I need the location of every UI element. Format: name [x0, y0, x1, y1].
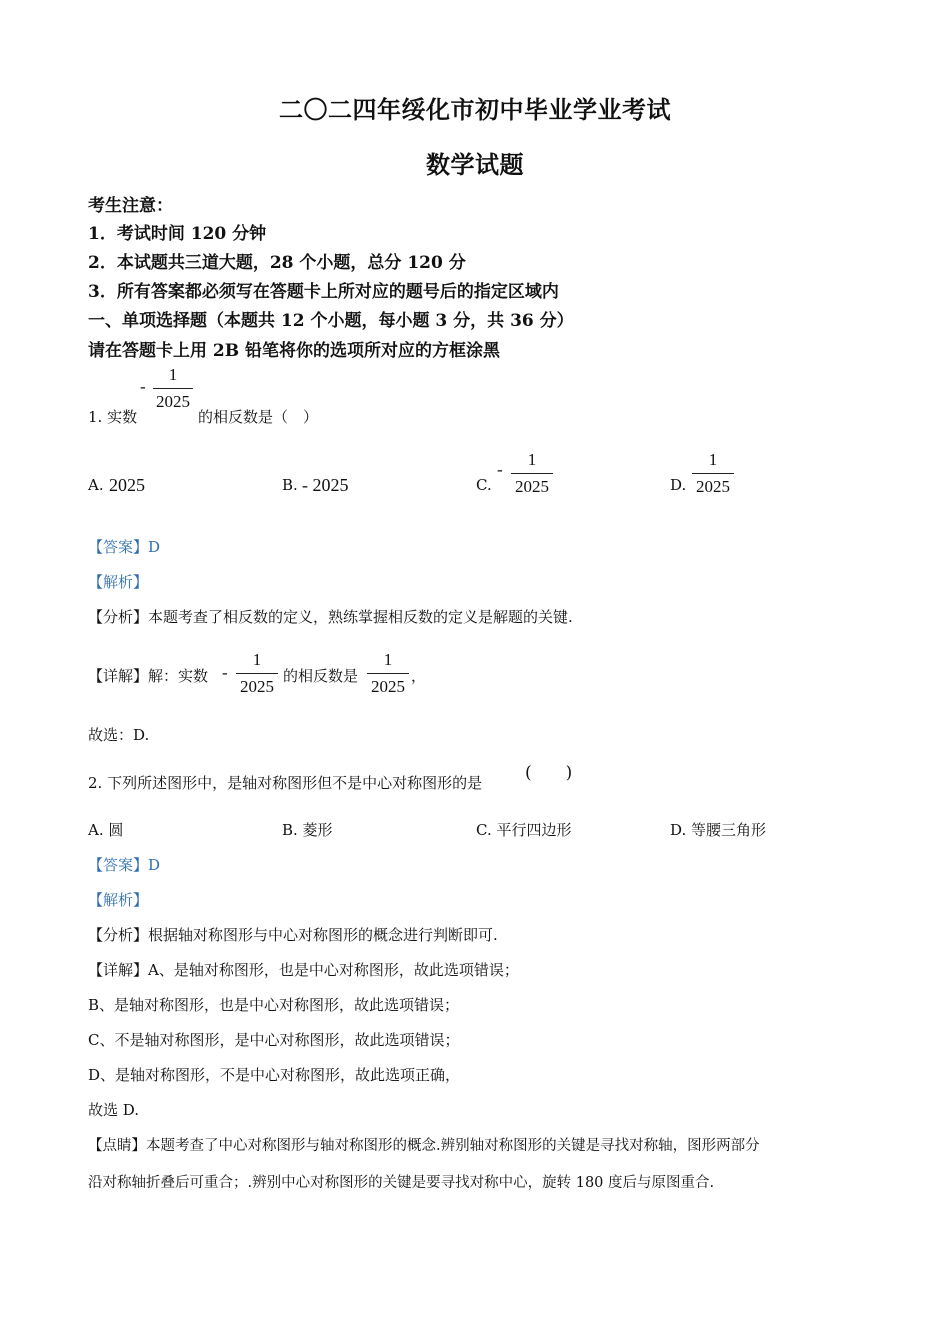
fraction-numerator: 1 [252, 650, 262, 669]
q2-analysis-tag: 【解析】 [88, 891, 149, 909]
q1-option-b-value: - 2025 [302, 475, 349, 495]
q2-comment-line: 【点睛】本题考查了中心对称图形与轴对称图形的概念.辨别轴对称图形的关键是寻找对称轴，图形两部分 [88, 1138, 760, 1154]
q1-option-a-label: A. [88, 476, 104, 494]
notice-item: 1．考试时间 120 分钟 [88, 224, 267, 244]
q1-fraction [153, 364, 193, 413]
q1-minus-sign: - [140, 377, 146, 396]
q1-detail-mid: 的相反数是 [283, 667, 359, 685]
fraction-denominator: 2025 [240, 677, 274, 696]
notice-item: 2．本试题共三道大题，28 个小题，总分 120 分 [88, 253, 466, 273]
q2-analysis: 【分析】根据轴对称图形与中心对称图形的概念进行判断即可. [88, 926, 498, 944]
fraction-bar [367, 673, 409, 674]
q1-option-c-label: C. [476, 476, 492, 494]
q1-option-c-minus: - [497, 460, 503, 479]
q1-detail-fraction-1 [236, 649, 278, 698]
fraction-bar [236, 673, 278, 674]
q2-answer [88, 854, 160, 875]
q2-option-c: C. 平行四边形 [476, 821, 572, 839]
q1-option-b-label: B. [282, 476, 298, 494]
q2-detail-line: C、不是轴对称图形，是中心对称图形，故此选项错误； [88, 1031, 460, 1049]
q2-paren: ( ) [525, 763, 573, 783]
fraction-bar [153, 388, 193, 389]
q2-detail-line: B、是轴对称图形，也是中心对称图形，故此选项错误； [88, 996, 460, 1014]
q1-option-d-fraction [692, 449, 734, 498]
q1-option-c-fraction [511, 449, 553, 498]
answer-tag: 【答案】D [88, 856, 161, 874]
fraction-denominator: 2025 [515, 477, 549, 496]
exam-title: 二〇二四年绥化市初中毕业学业考试 [279, 95, 671, 124]
q1-option-d-label: D. [670, 476, 687, 494]
q1-analysis: 【分析】本题考查了相反数的定义，熟练掌握相反数的定义是解题的关键. [88, 608, 573, 626]
fraction-bar [692, 473, 734, 474]
q1-suffix: 的相反数是（ ） [198, 408, 319, 426]
q1-detail-minus: - [222, 663, 228, 682]
fraction-denominator: 2025 [696, 477, 730, 496]
q1-detail-prefix: 【详解】解：实数 [88, 667, 209, 685]
q1-conclusion: 故选：D. [88, 726, 150, 744]
answer-tag: 【答案】D [88, 538, 161, 556]
q2-option-b: B. 菱形 [282, 821, 333, 839]
section-heading: 一、单项选择题（本题共 12 个小题，每小题 3 分，共 36 分） [88, 311, 574, 331]
q1-option-a-value: 2025 [109, 475, 145, 495]
fraction-denominator: 2025 [371, 677, 405, 696]
notice-item: 3．所有答案都必须写在答题卡上所对应的题号后的指定区域内 [88, 282, 559, 302]
q2-text: 2. 下列所述图形中，是轴对称图形但不是中心对称图形的是 [88, 774, 483, 792]
notice-heading: 考生注意： [88, 196, 173, 216]
fraction-numerator: 1 [708, 450, 718, 469]
q2-detail-line: D、是轴对称图形，不是中心对称图形，故此选项正确， [88, 1066, 461, 1084]
exam-subtitle: 数学试题 [426, 150, 524, 179]
q1-analysis-tag: 【解析】 [88, 573, 149, 591]
q2-detail-line: 故选 D. [88, 1101, 140, 1119]
fraction-numerator: 1 [527, 450, 537, 469]
fraction-denominator: 2025 [156, 392, 190, 411]
q1-detail-fraction-2 [367, 649, 409, 698]
fraction-bar [511, 473, 553, 474]
fraction-numerator: 1 [383, 650, 393, 669]
q1-prefix: 1. 实数 [88, 408, 138, 426]
q1-detail-end: ， [411, 667, 427, 685]
fraction-numerator: 1 [168, 365, 178, 384]
q2-comment-line: 沿对称轴折叠后可重合；.辨别中心对称图形的关键是要寻找对称中心，旋转 180 度后与原图重合. [88, 1175, 715, 1191]
q2-option-d: D. 等腰三角形 [670, 821, 767, 839]
q2-option-a: A. 圆 [88, 821, 124, 839]
q2-detail-line: 【详解】A、是轴对称图形，也是中心对称图形，故此选项错误； [88, 961, 519, 979]
q1-answer [88, 536, 160, 557]
section-instruction: 请在答题卡上用 2B 铅笔将你的选项所对应的方框涂黑 [88, 341, 501, 361]
